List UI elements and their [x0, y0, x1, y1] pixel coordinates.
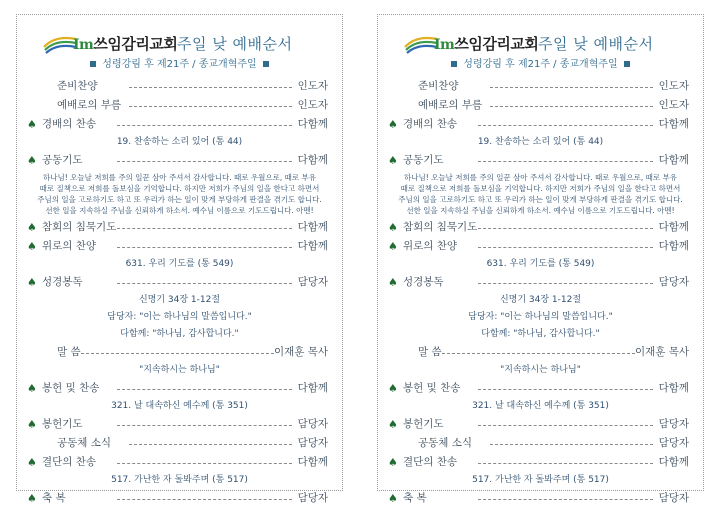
- prayer-line: 선한 일을 지속하실 주님을 신뢰하게 하소서. 예수님 이름으로 기도드립니다. 아멘!: [45, 206, 314, 215]
- order-item-leader: 담당자: [297, 276, 328, 288]
- order-item-leader: 인도자: [297, 80, 328, 92]
- order-item-label: 공동체 소식: [57, 437, 112, 449]
- dotted-leader: [117, 425, 292, 426]
- prayer-line: 때로 질책으로 저희를 돌보심을 기억합니다. 하지만 저희가 주님의 일을 한다고 하면서: [400, 184, 681, 193]
- prayer-line: 선한 일을 지속하실 주님을 신뢰하게 하소서. 예수님 이름으로 기도드립니다. 아멘!: [406, 206, 675, 215]
- order-item-leader: 다함께: [297, 221, 328, 233]
- prayer-line: 주님의 일을 고로하기도 하고 또 우리가 하는 일이 맞게 부당하게 판결을 겪기도 합니다.: [37, 195, 322, 204]
- order-row: [390, 381, 689, 396]
- order-item-label: 위로의 찬양: [403, 240, 458, 252]
- order-item-label: 참회의 침묵기도: [403, 221, 478, 233]
- order-item-leader: 인도자: [297, 99, 328, 111]
- order-item-label: 준비찬양: [57, 80, 98, 92]
- order-row: [29, 153, 328, 168]
- dotted-leader: [129, 87, 292, 88]
- square-bullet-icon: [90, 61, 96, 67]
- order-item-label: 참회의 침묵기도: [42, 221, 117, 233]
- prayer-line: 주님의 일을 고로하기도 하고 또 우리가 하는 일이 맞게 부당하게 판결을 겪기도 합니다.: [398, 195, 683, 204]
- order-row: [390, 345, 689, 360]
- dotted-leader: [117, 283, 292, 284]
- order-item-label: 봉헌기도: [42, 418, 83, 430]
- order-row: [390, 455, 689, 470]
- square-bullet-icon: [624, 61, 630, 67]
- order-detail: 다함께: "하나님, 감사합니다.": [120, 329, 239, 339]
- order-row: [29, 117, 328, 132]
- dotted-leader: [478, 499, 653, 500]
- order-item-leader: 다함께: [297, 154, 328, 166]
- order-row: [390, 79, 689, 94]
- order-item-label: 결단의 찬송: [403, 456, 458, 468]
- spade-bullet-icon: ♠: [388, 418, 398, 431]
- order-item-leader: 담당자: [297, 437, 328, 449]
- order-item-leader: 다함께: [297, 240, 328, 252]
- church-name: [73, 33, 177, 54]
- order-row: [29, 381, 328, 396]
- page-title: 주일 낮 예배순서: [538, 35, 654, 53]
- order-item-label: 축 복: [403, 492, 427, 504]
- order-item-leader: 담당자: [658, 276, 689, 288]
- order-row: [29, 345, 328, 360]
- spade-bullet-icon: ♠: [388, 221, 398, 234]
- dotted-leader: [490, 87, 653, 88]
- order-item-leader: 다함께: [297, 382, 328, 394]
- dotted-leader: [432, 353, 635, 354]
- dotted-leader: [478, 389, 653, 390]
- spade-bullet-icon: ♠: [388, 382, 398, 395]
- order-item-leader: 다함께: [658, 154, 689, 166]
- dotted-leader: [117, 463, 292, 464]
- church-prefix: Im: [434, 37, 455, 53]
- spacer: [378, 506, 703, 510]
- order-item-leader: 이재훈 목사: [273, 346, 328, 358]
- order-detail: 다함께: "하나님, 감사합니다.": [481, 329, 600, 339]
- order-row: [29, 491, 328, 506]
- bulletin-panel-right: [377, 14, 704, 505]
- bulletin-subtitle: [17, 55, 342, 70]
- order-item-leader: 인도자: [658, 80, 689, 92]
- order-row: [390, 153, 689, 168]
- dotted-leader: [117, 499, 292, 500]
- prayer-line: 하나님! 오늘날 저희를 주의 일꾼 삼아 주셔서 감사합니다. 때로 우월으로, 때로 부유: [403, 173, 678, 182]
- order-item-label: 말 씀: [57, 346, 81, 358]
- order-item-label: 예배로의 부름: [57, 99, 122, 111]
- order-item-label: 성경봉독: [403, 276, 444, 288]
- subtitle-text: 성령강림 후 제21주 / 종교개혁주일: [463, 59, 618, 70]
- spade-bullet-icon: ♠: [388, 492, 398, 505]
- prayer-line: 하나님! 오늘날 저희를 주의 일꾼 삼아 주셔서 감사합니다. 때로 우월으로, 때로 부유: [42, 173, 317, 182]
- worship-order: [17, 79, 342, 510]
- order-row: [390, 239, 689, 254]
- order-row: [29, 220, 328, 235]
- prayer-line: 때로 질책으로 저희를 돌보심을 기억합니다. 하지만 저희가 주님의 일을 한다고 하면서: [39, 184, 320, 193]
- order-row: [390, 417, 689, 432]
- order-item-label: 축 복: [42, 492, 66, 504]
- spade-bullet-icon: ♠: [388, 276, 398, 289]
- order-row: [29, 98, 328, 113]
- dotted-leader: [117, 228, 292, 229]
- church-prefix: Im: [73, 37, 94, 53]
- church-name-text: 쓰임감리교회: [93, 35, 178, 53]
- order-item-label: 공동기도: [42, 154, 83, 166]
- order-item-leader: 담당자: [297, 418, 328, 430]
- order-row: [390, 491, 689, 506]
- dotted-leader: [117, 247, 292, 248]
- order-item-label: 공동체 소식: [418, 437, 473, 449]
- order-item-label: 말 씀: [418, 346, 442, 358]
- dotted-leader: [117, 389, 292, 390]
- order-detail: 321. 날 대속하신 예수께 (통 351): [472, 401, 609, 411]
- order-item-leader: 인도자: [658, 99, 689, 111]
- order-row: [390, 436, 689, 451]
- order-item-leader: 담당자: [297, 492, 328, 504]
- order-row: [29, 417, 328, 432]
- dotted-leader: [117, 161, 292, 162]
- spade-bullet-icon: ♠: [27, 382, 37, 395]
- order-item-leader: 다함께: [658, 382, 689, 394]
- dotted-leader: [478, 463, 653, 464]
- dotted-leader: [478, 283, 653, 284]
- order-detail: "지속하시는 하나님": [500, 365, 581, 375]
- dotted-leader: [71, 353, 274, 354]
- order-item-leader: 다함께: [658, 118, 689, 130]
- order-item-label: 준비찬양: [418, 80, 459, 92]
- order-item-leader: 다함께: [658, 456, 689, 468]
- spade-bullet-icon: ♠: [388, 118, 398, 131]
- swoosh-logo-icon: [404, 33, 438, 55]
- spade-bullet-icon: ♠: [388, 240, 398, 253]
- spade-bullet-icon: ♠: [27, 221, 37, 234]
- order-detail: "지속하시는 하나님": [139, 365, 220, 375]
- dotted-leader: [478, 125, 653, 126]
- order-item-leader: 다함께: [658, 221, 689, 233]
- spade-bullet-icon: ♠: [27, 154, 37, 167]
- dotted-leader: [478, 425, 653, 426]
- order-item-leader: 다함께: [658, 240, 689, 252]
- spade-bullet-icon: ♠: [27, 492, 37, 505]
- order-detail: 631. 우리 기도를 (통 549): [486, 259, 595, 269]
- dotted-leader: [478, 247, 653, 248]
- order-detail: 신명기 34장 1-12절: [138, 295, 221, 305]
- church-name-text: 쓰임감리교회: [454, 35, 539, 53]
- church-logo: [43, 29, 178, 57]
- dotted-leader: [490, 106, 653, 107]
- church-logo: [404, 29, 539, 57]
- bulletin-subtitle: [378, 55, 703, 70]
- order-detail: 517. 가난한 자 돌봐주며 (통 517): [111, 475, 248, 485]
- order-detail: 19. 찬송하는 소리 있어 (통 44): [477, 137, 604, 147]
- order-detail: 517. 가난한 자 돌봐주며 (통 517): [472, 475, 609, 485]
- spade-bullet-icon: ♠: [27, 276, 37, 289]
- spade-bullet-icon: ♠: [27, 456, 37, 469]
- order-item-leader: 담당자: [658, 418, 689, 430]
- page-title: 주일 낮 예배순서: [177, 35, 293, 53]
- spade-bullet-icon: ♠: [388, 456, 398, 469]
- order-item-leader: 다함께: [297, 118, 328, 130]
- square-bullet-icon: [451, 61, 457, 67]
- order-item-label: 봉헌 및 찬송: [403, 382, 461, 394]
- subtitle-text: 성령강림 후 제21주 / 종교개혁주일: [102, 59, 257, 70]
- order-item-label: 경배의 찬송: [403, 118, 458, 130]
- spade-bullet-icon: ♠: [388, 154, 398, 167]
- order-row: [390, 275, 689, 290]
- dotted-leader: [117, 125, 292, 126]
- order-row: [29, 455, 328, 470]
- order-row: [29, 436, 328, 451]
- dotted-leader: [478, 228, 653, 229]
- order-detail: 19. 찬송하는 소리 있어 (통 44): [116, 137, 243, 147]
- order-item-label: 봉헌기도: [403, 418, 444, 430]
- spade-bullet-icon: ♠: [27, 418, 37, 431]
- order-row: [29, 239, 328, 254]
- order-row: [29, 79, 328, 94]
- order-detail: 신명기 34장 1-12절: [499, 295, 582, 305]
- church-name: [434, 33, 538, 54]
- order-item-label: 공동기도: [403, 154, 444, 166]
- order-item-leader: 다함께: [297, 456, 328, 468]
- order-item-label: 경배의 찬송: [42, 118, 97, 130]
- worship-order: [378, 79, 703, 510]
- order-item-label: 성경봉독: [42, 276, 83, 288]
- order-row: [390, 220, 689, 235]
- order-item-label: 위로의 찬양: [42, 240, 97, 252]
- dotted-leader: [129, 106, 292, 107]
- order-item-label: 봉헌 및 찬송: [42, 382, 100, 394]
- order-item-leader: 담당자: [658, 492, 689, 504]
- order-detail: 321. 날 대속하신 예수께 (통 351): [111, 401, 248, 411]
- dotted-leader: [490, 444, 653, 445]
- swoosh-logo-icon: [43, 33, 77, 55]
- order-row: [390, 117, 689, 132]
- order-item-label: 예배로의 부름: [418, 99, 483, 111]
- order-item-leader: 담당자: [658, 437, 689, 449]
- order-row: [29, 275, 328, 290]
- dotted-leader: [478, 161, 653, 162]
- spade-bullet-icon: ♠: [27, 118, 37, 131]
- square-bullet-icon: [263, 61, 269, 67]
- order-detail: 담당자: "이는 하나님의 말씀입니다.": [107, 312, 252, 322]
- bulletin-panel-left: [16, 14, 343, 505]
- spacer: [17, 506, 342, 510]
- order-row: [390, 98, 689, 113]
- dotted-leader: [129, 444, 292, 445]
- spade-bullet-icon: ♠: [27, 240, 37, 253]
- order-item-label: 결단의 찬송: [42, 456, 97, 468]
- order-detail: 631. 우리 기도를 (통 549): [125, 259, 234, 269]
- order-detail: 담당자: "이는 하나님의 말씀입니다.": [468, 312, 613, 322]
- order-item-leader: 이재훈 목사: [634, 346, 689, 358]
